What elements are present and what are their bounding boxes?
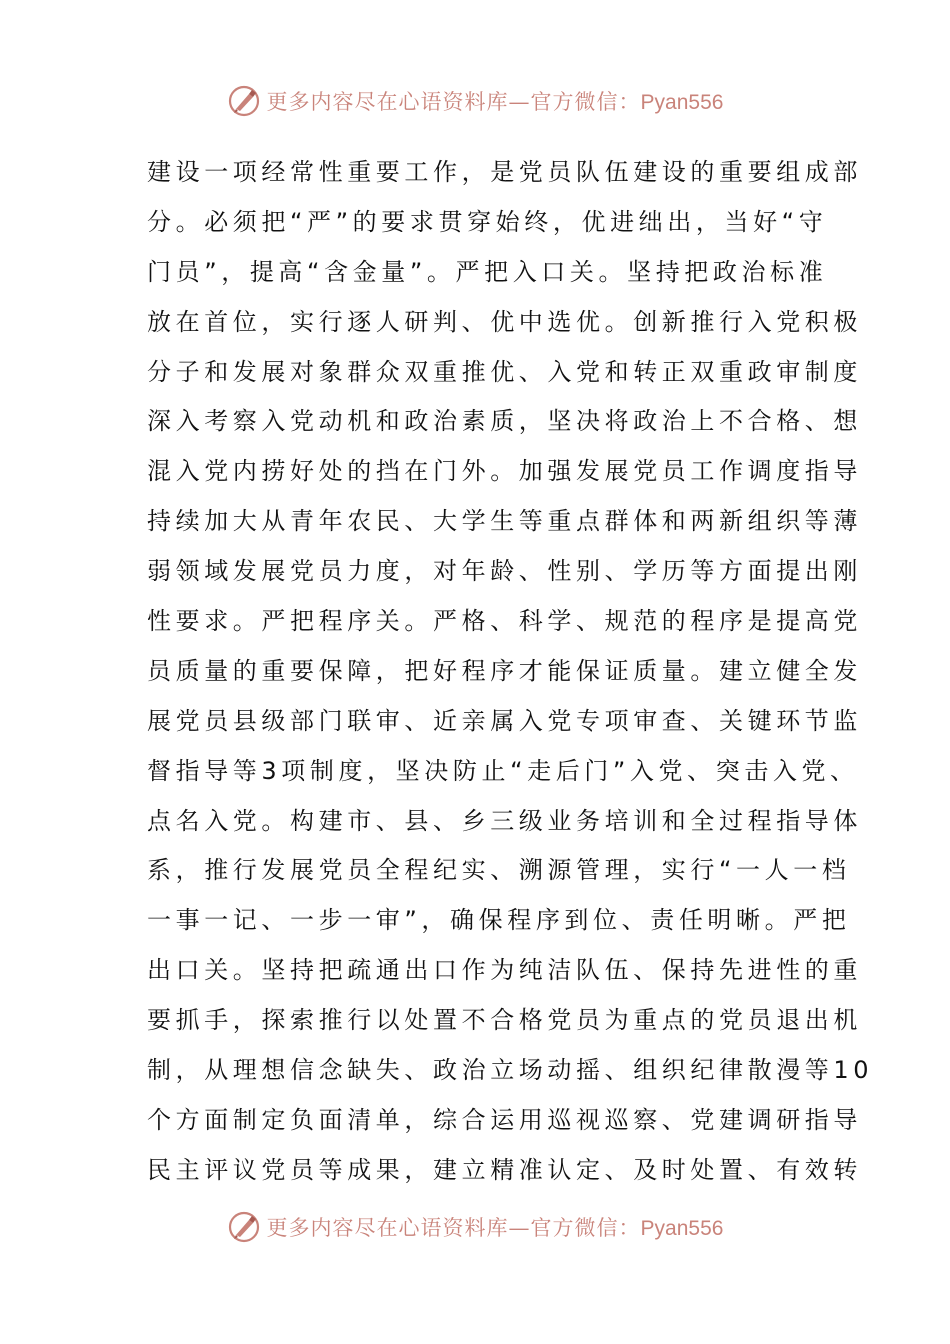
text-line: 点名入党。构建市、县、乡三级业务培训和全过程指导体 — [147, 806, 862, 835]
watermark-wechat-id: Pyan556 — [640, 1217, 724, 1240]
text-line: 督指导等3项制度，坚决防止“走后门”入党、突击入党、 — [147, 756, 859, 785]
text-line: 放在首位，实行逐人研判、优中选优。创新推行入党积极 — [147, 307, 862, 336]
text-line: 出口关。坚持把疏通出口作为纯洁队伍、保持先进性的重 — [147, 956, 862, 985]
text-line: 分。必须把“严”的要求贯穿始终，优进绌出，当好“守 — [147, 207, 828, 236]
text-line: 混入党内捞好处的挡在门外。加强发展党员工作调度指导 — [147, 457, 862, 486]
text-line: 要抓手，探索推行以处置不合格党员为重点的党员退出机 — [147, 1006, 862, 1035]
text-line: 一事一记、一步一审”，确保程序到位、责任明晰。严把 — [147, 906, 851, 935]
pen-seal-logo-icon — [227, 84, 261, 118]
text-line: 弱领域发展党员力度，对年龄、性别、学历等方面提出刚 — [147, 557, 862, 586]
footer-watermark — [0, 1210, 950, 1244]
header-watermark — [0, 84, 950, 118]
text-line: 建设一项经常性重要工作，是党员队伍建设的重要组成部 — [147, 158, 862, 186]
text-line: 制，从理想信念缺失、政治立场动摇、组织纪律散漫等10 — [147, 1056, 874, 1085]
text-line: 员质量的重要保障，把好程序才能保证质量。建立健全发 — [147, 656, 862, 685]
document-body — [147, 148, 874, 1196]
watermark-text: 更多内容尽在心语资料库—官方微信：Pyan556 — [266, 1216, 724, 1240]
text-line: 持续加大从青年农民、大学生等重点群体和两新组织等薄 — [147, 507, 862, 536]
text-line: 系，推行发展党员全程纪实、溯源管理，实行“一人一档 — [147, 856, 851, 885]
watermark-wechat-id: Pyan556 — [640, 91, 724, 114]
text-line: 门员”，提高“含金量”。严把入口关。坚持把政治标准 — [147, 257, 828, 286]
watermark-text: 更多内容尽在心语资料库—官方微信：Pyan556 — [266, 90, 724, 114]
text-line: 分子和发展对象群众双重推优、入党和转正双重政审制度 — [147, 357, 862, 386]
pen-seal-logo-icon — [227, 1210, 261, 1244]
text-line: 个方面制定负面清单，综合运用巡视巡察、党建调研指导 — [147, 1105, 862, 1134]
text-line: 深入考察入党动机和政治素质，坚决将政治上不合格、想 — [147, 407, 862, 436]
text-line: 性要求。严把程序关。严格、科学、规范的程序是提高党 — [147, 607, 862, 636]
text-line: 民主评议党员等成果，建立精准认定、及时处置、有效转 — [147, 1155, 862, 1184]
text-line: 展党员县级部门联审、近亲属入党专项审查、关键环节监 — [147, 706, 862, 735]
